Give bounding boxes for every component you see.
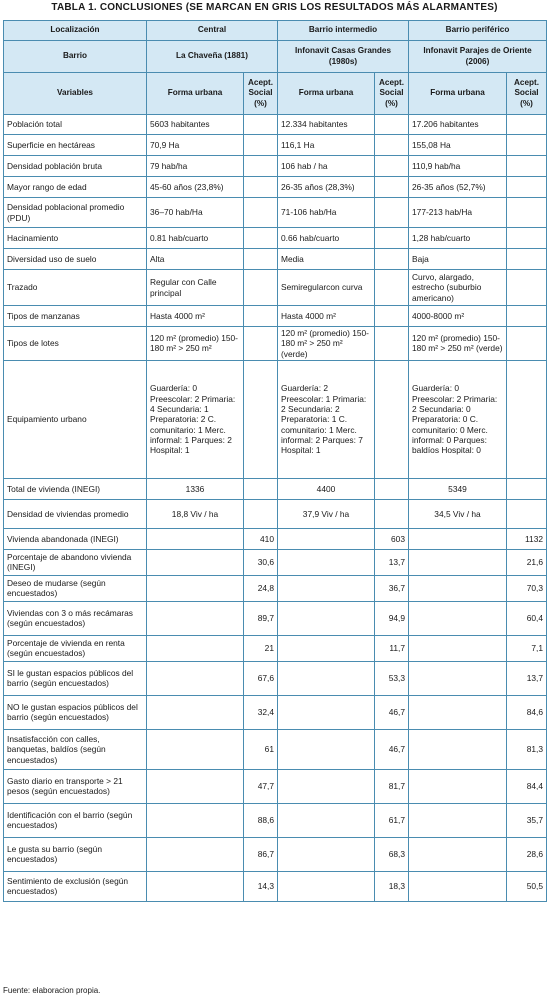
urban-cell	[278, 661, 375, 695]
urban-cell: 12.334 habitantes	[278, 115, 375, 135]
social-cell: 14,3	[244, 871, 278, 901]
table-row	[4, 528, 547, 549]
urban-cell	[147, 549, 244, 575]
social-cell: 30,6	[244, 549, 278, 575]
urban-cell	[278, 837, 375, 871]
social-cell	[244, 198, 278, 228]
table-row	[4, 177, 547, 198]
variable-cell: Identificación con el barrio (según encuestados)	[4, 803, 147, 837]
urban-cell	[147, 729, 244, 769]
header-barrio-intermedio: Infonavit Casas Grandes (1980s)	[278, 41, 409, 73]
header-forma-urbana-b: Forma urbana	[278, 73, 375, 115]
urban-cell: Alta	[147, 249, 244, 270]
social-cell	[507, 135, 547, 156]
urban-cell: 155,08 Ha	[409, 135, 507, 156]
table-row	[4, 249, 547, 270]
social-cell: 18,3	[375, 871, 409, 901]
urban-cell	[409, 837, 507, 871]
table-row	[4, 327, 547, 361]
header-central: Central	[147, 21, 278, 41]
urban-cell: 116,1 Ha	[278, 135, 375, 156]
variable-cell: Sentimiento de exclusión (según encuestados)	[4, 871, 147, 901]
social-cell	[375, 499, 409, 528]
social-cell: 1132	[507, 528, 547, 549]
header-localizacion: Localización	[4, 21, 147, 41]
urban-cell: 5603 habitantes	[147, 115, 244, 135]
social-cell: 36,7	[375, 575, 409, 601]
social-cell	[507, 499, 547, 528]
social-cell: 603	[375, 528, 409, 549]
variable-cell: Total de vivienda (INEGI)	[4, 478, 147, 499]
social-cell: 13,7	[507, 661, 547, 695]
social-cell: 410	[244, 528, 278, 549]
social-cell: 86,7	[244, 837, 278, 871]
urban-cell: 177-213 hab/Ha	[409, 198, 507, 228]
social-cell	[507, 156, 547, 177]
variable-cell: Densidad de viviendas promedio	[4, 499, 147, 528]
social-cell: 35,7	[507, 803, 547, 837]
variable-cell: Equipamiento urbano	[4, 360, 147, 478]
header-forma-urbana-a: Forma urbana	[147, 73, 244, 115]
header-row-barrio	[4, 41, 547, 73]
variable-cell: Densidad poblacional promedio (PDU)	[4, 198, 147, 228]
variable-cell: Porcentaje de vivienda en renta (según encuestados)	[4, 635, 147, 661]
urban-cell	[409, 635, 507, 661]
social-cell: 13,7	[375, 549, 409, 575]
variable-cell: Tipos de lotes	[4, 327, 147, 361]
urban-cell: Baja	[409, 249, 507, 270]
urban-cell: Guardería: 0 Preescolar: 2 Primaria: 2 Secundaria: 0 Preparatoria: 0 C. comunitario: 0 Merc. informal: 0 Parques: baldíos Hospital: 0	[409, 360, 507, 478]
header-barrio: Barrio	[4, 41, 147, 73]
social-cell: 28,6	[507, 837, 547, 871]
social-cell	[375, 198, 409, 228]
social-cell	[375, 228, 409, 249]
social-cell	[507, 327, 547, 361]
urban-cell	[409, 601, 507, 635]
social-cell	[244, 156, 278, 177]
table-row	[4, 115, 547, 135]
urban-cell	[278, 549, 375, 575]
variable-cell: Trazado	[4, 270, 147, 306]
social-cell: 84,4	[507, 769, 547, 803]
urban-cell	[278, 803, 375, 837]
social-cell	[507, 198, 547, 228]
social-cell	[507, 360, 547, 478]
social-cell: 21,6	[507, 549, 547, 575]
social-cell	[507, 270, 547, 306]
social-cell	[375, 327, 409, 361]
table-row	[4, 769, 547, 803]
urban-cell: Regular con Calle principal	[147, 270, 244, 306]
variable-cell: Mayor rango de edad	[4, 177, 147, 198]
table-row	[4, 198, 547, 228]
urban-cell	[409, 803, 507, 837]
urban-cell: 120 m² (promedio) 150-180 m² > 250 m² (verde)	[278, 327, 375, 361]
social-cell: 70,3	[507, 575, 547, 601]
table-row	[4, 803, 547, 837]
social-cell	[507, 478, 547, 499]
social-cell	[375, 177, 409, 198]
header-variables: Variables	[4, 73, 147, 115]
table-row	[4, 306, 547, 327]
urban-cell	[278, 635, 375, 661]
variable-cell: Densidad población bruta	[4, 156, 147, 177]
social-cell	[507, 228, 547, 249]
social-cell: 7,1	[507, 635, 547, 661]
table-row	[4, 601, 547, 635]
variable-cell: Deseo de mudarse (según encuestados)	[4, 575, 147, 601]
social-cell	[244, 115, 278, 135]
variable-cell: NO le gustan espacios públicos del barrio (según encuestados)	[4, 695, 147, 729]
urban-cell: 4000-8000 m²	[409, 306, 507, 327]
social-cell	[244, 360, 278, 478]
urban-cell	[278, 695, 375, 729]
source-note: Fuente: elaboracion propia.	[3, 986, 101, 995]
social-cell	[375, 115, 409, 135]
urban-cell: 71-106 hab/Ha	[278, 198, 375, 228]
table-row	[4, 360, 547, 478]
social-cell: 50,5	[507, 871, 547, 901]
table-row	[4, 156, 547, 177]
header-row-location	[4, 21, 547, 41]
table-row	[4, 499, 547, 528]
social-cell: 81,7	[375, 769, 409, 803]
header-periferico: Barrio periférico	[409, 21, 547, 41]
table-row	[4, 575, 547, 601]
urban-cell	[147, 528, 244, 549]
urban-cell: 120 m² (promedio) 150-180 m² > 250 m² (verde)	[409, 327, 507, 361]
urban-cell: 70,9 Ha	[147, 135, 244, 156]
variable-cell: Población total	[4, 115, 147, 135]
urban-cell	[147, 803, 244, 837]
table-row	[4, 478, 547, 499]
social-cell: 61	[244, 729, 278, 769]
urban-cell	[409, 729, 507, 769]
social-cell	[375, 478, 409, 499]
table-row	[4, 837, 547, 871]
urban-cell: Guardería: 2 Preescolar: 1 Primaria: 2 Secundaria: 2 Preparatoria: 1 C. comunitario: 1 Merc. informal: 2 Parques: 7 Hospital: 1	[278, 360, 375, 478]
table-row	[4, 270, 547, 306]
variable-cell: Gasto diario en transporte > 21 pesos (según encuestados)	[4, 769, 147, 803]
table-row	[4, 549, 547, 575]
urban-cell	[409, 695, 507, 729]
social-cell	[244, 249, 278, 270]
urban-cell	[147, 695, 244, 729]
variable-cell: Vivienda abandonada (INEGI)	[4, 528, 147, 549]
table-row	[4, 228, 547, 249]
social-cell	[507, 115, 547, 135]
urban-cell	[278, 769, 375, 803]
urban-cell	[409, 871, 507, 901]
urban-cell: Semiregularcon curva	[278, 270, 375, 306]
social-cell	[244, 478, 278, 499]
urban-cell: 4400	[278, 478, 375, 499]
variable-cell: Hacinamiento	[4, 228, 147, 249]
table-row	[4, 871, 547, 901]
urban-cell	[147, 769, 244, 803]
urban-cell: 17.206 habitantes	[409, 115, 507, 135]
urban-cell: 0.66 hab/cuarto	[278, 228, 375, 249]
table-row	[4, 729, 547, 769]
urban-cell: 106 hab / ha	[278, 156, 375, 177]
variable-cell: Diversidad uso de suelo	[4, 249, 147, 270]
social-cell: 24,8	[244, 575, 278, 601]
urban-cell: Hasta 4000 m²	[147, 306, 244, 327]
table-row	[4, 695, 547, 729]
urban-cell	[147, 871, 244, 901]
conclusions-table	[3, 20, 547, 902]
social-cell: 94,9	[375, 601, 409, 635]
social-cell	[375, 306, 409, 327]
urban-cell: Guardería: 0 Preescolar: 2 Primaria: 4 Secundaria: 1 Preparatoria: 2 C. comunitario: 1 Merc. informal: 1 Parques: 2 Hospital: 1	[147, 360, 244, 478]
table-row	[4, 661, 547, 695]
social-cell: 46,7	[375, 729, 409, 769]
social-cell: 84,6	[507, 695, 547, 729]
header-acept-social-a: Acept. Social (%)	[244, 73, 278, 115]
social-cell: 89,7	[244, 601, 278, 635]
header-acept-social-b: Acept. Social (%)	[375, 73, 409, 115]
social-cell	[375, 249, 409, 270]
urban-cell	[278, 871, 375, 901]
urban-cell	[409, 575, 507, 601]
urban-cell	[147, 837, 244, 871]
social-cell: 88,6	[244, 803, 278, 837]
urban-cell: 0.81 hab/cuarto	[147, 228, 244, 249]
table-row	[4, 635, 547, 661]
social-cell	[375, 360, 409, 478]
urban-cell	[147, 635, 244, 661]
social-cell	[244, 270, 278, 306]
urban-cell: 5349	[409, 478, 507, 499]
variable-cell: Tipos de manzanas	[4, 306, 147, 327]
social-cell	[507, 306, 547, 327]
social-cell	[375, 156, 409, 177]
social-cell: 81,3	[507, 729, 547, 769]
social-cell: 11,7	[375, 635, 409, 661]
table-title: TABLA 1. CONCLUSIONES (SE MARCAN EN GRIS LOS RESULTADOS MÁS ALARMANTES)	[51, 2, 498, 13]
urban-cell	[409, 549, 507, 575]
table-row	[4, 135, 547, 156]
urban-cell	[409, 769, 507, 803]
social-cell: 32,4	[244, 695, 278, 729]
urban-cell: 26-35 años (28,3%)	[278, 177, 375, 198]
urban-cell: 26-35 años (52,7%)	[409, 177, 507, 198]
variable-cell: Viviendas con 3 o más recámaras (según encuestados)	[4, 601, 147, 635]
urban-cell	[278, 729, 375, 769]
header-acept-social-c: Acept. Social (%)	[507, 73, 547, 115]
social-cell: 61,7	[375, 803, 409, 837]
variable-cell: Porcentaje de abandono vivienda (INEGI)	[4, 549, 147, 575]
urban-cell: 18,8 Viv / ha	[147, 499, 244, 528]
urban-cell	[409, 661, 507, 695]
header-row-variables	[4, 73, 547, 115]
variable-cell: Superficie en hectáreas	[4, 135, 147, 156]
social-cell	[375, 270, 409, 306]
social-cell	[507, 177, 547, 198]
social-cell	[244, 135, 278, 156]
social-cell	[244, 228, 278, 249]
social-cell	[375, 135, 409, 156]
urban-cell	[278, 601, 375, 635]
social-cell	[507, 249, 547, 270]
urban-cell: Hasta 4000 m²	[278, 306, 375, 327]
urban-cell: 45-60 años (23,8%)	[147, 177, 244, 198]
social-cell: 47,7	[244, 769, 278, 803]
header-forma-urbana-c: Forma urbana	[409, 73, 507, 115]
urban-cell: Curvo, alargado, estrecho (suburbio americano)	[409, 270, 507, 306]
header-intermedio: Barrio intermedio	[278, 21, 409, 41]
social-cell: 68,3	[375, 837, 409, 871]
social-cell: 60,4	[507, 601, 547, 635]
header-barrio-central: La Chaveña (1881)	[147, 41, 278, 73]
urban-cell: 34,5 Viv / ha	[409, 499, 507, 528]
variable-cell: SI le gustan espacios públicos del barrio (según encuestados)	[4, 661, 147, 695]
social-cell	[244, 177, 278, 198]
social-cell: 46,7	[375, 695, 409, 729]
social-cell: 21	[244, 635, 278, 661]
urban-cell: 79 hab/ha	[147, 156, 244, 177]
urban-cell	[278, 528, 375, 549]
social-cell	[244, 327, 278, 361]
social-cell	[244, 499, 278, 528]
urban-cell: 110,9 hab/ha	[409, 156, 507, 177]
header-barrio-periferico: Infonavit Parajes de Oriente (2006)	[409, 41, 547, 73]
social-cell: 53,3	[375, 661, 409, 695]
urban-cell: Media	[278, 249, 375, 270]
urban-cell	[147, 601, 244, 635]
urban-cell	[147, 575, 244, 601]
variable-cell: Insatisfacción con calles, banquetas, baldíos (según encuestados)	[4, 729, 147, 769]
urban-cell: 37,9 Viv / ha	[278, 499, 375, 528]
social-cell	[244, 306, 278, 327]
urban-cell: 36–70 hab/Ha	[147, 198, 244, 228]
urban-cell: 120 m² (promedio) 150-180 m² > 250 m²	[147, 327, 244, 361]
urban-cell: 1336	[147, 478, 244, 499]
urban-cell	[409, 528, 507, 549]
urban-cell	[147, 661, 244, 695]
variable-cell: Le gusta su barrio (según encuestados)	[4, 837, 147, 871]
social-cell: 67,6	[244, 661, 278, 695]
urban-cell	[278, 575, 375, 601]
urban-cell: 1,28 hab/cuarto	[409, 228, 507, 249]
